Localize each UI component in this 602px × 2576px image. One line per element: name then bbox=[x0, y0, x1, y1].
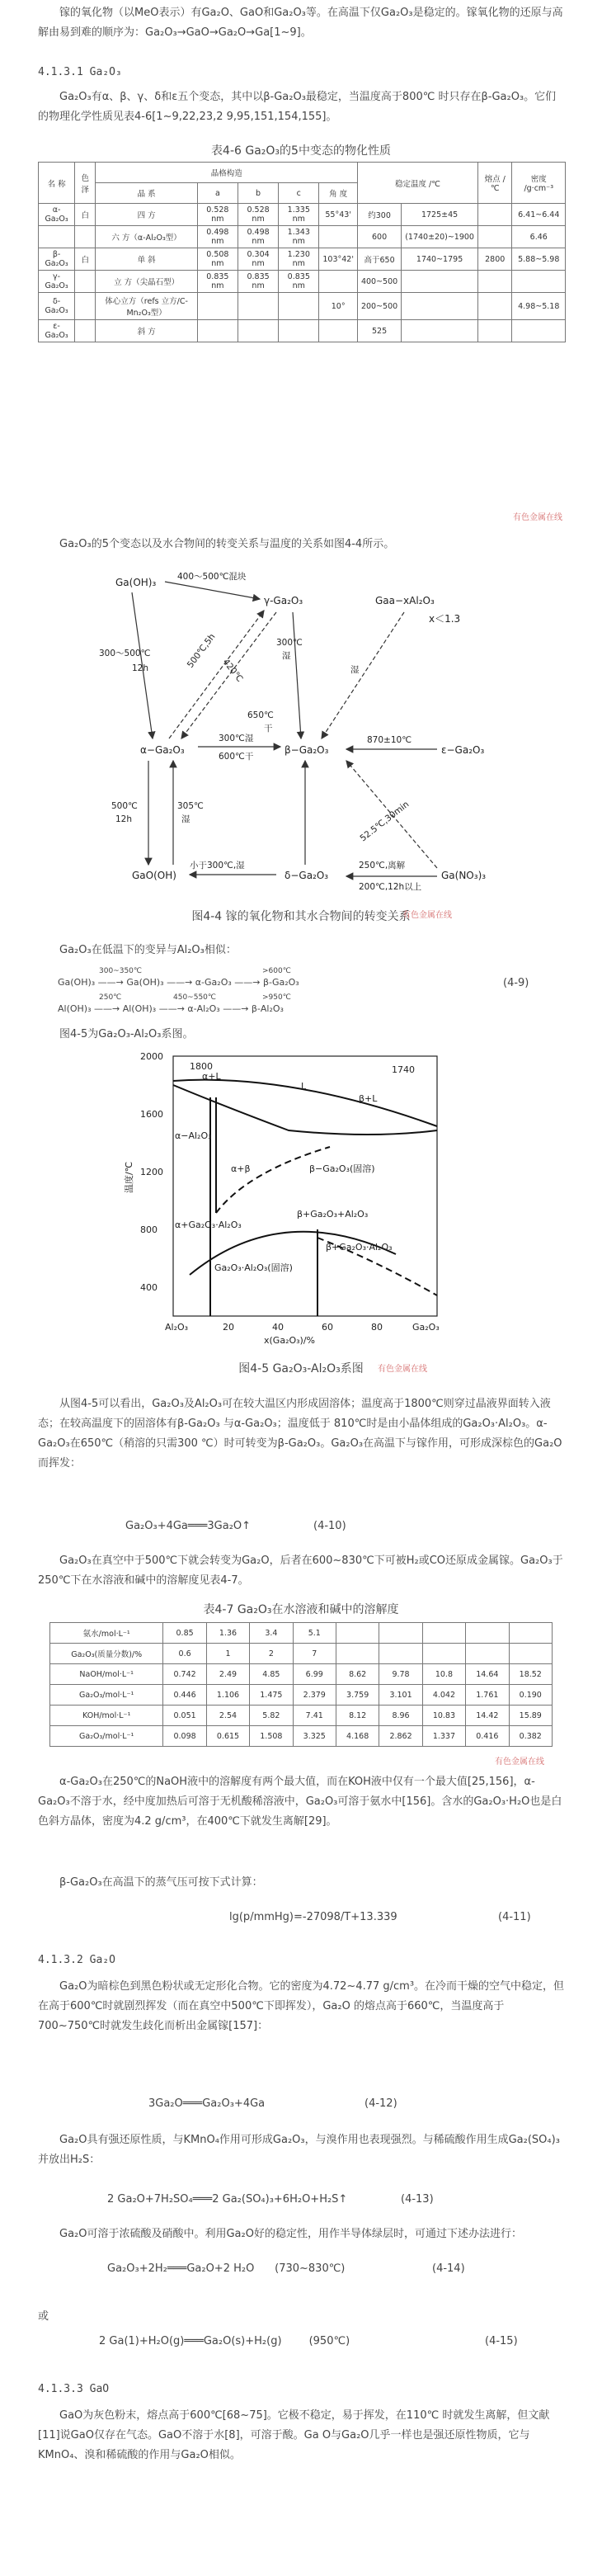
table-4-7-caption: 表4-7 Ga₂O₃在水溶液和碱中的溶解度 bbox=[203, 1603, 399, 1616]
table-row bbox=[50, 1644, 553, 1664]
fig44-label: 300～500℃ bbox=[99, 649, 151, 658]
cell: 8.12 bbox=[336, 1706, 379, 1726]
cell: 1.508 bbox=[250, 1726, 293, 1747]
cell: 55°43' bbox=[319, 204, 358, 226]
cell: 0.098 bbox=[163, 1726, 206, 1747]
cell: 0.85 bbox=[163, 1623, 206, 1644]
temp-label: 1800 bbox=[190, 1061, 213, 1072]
fig44-label: 干 bbox=[264, 724, 273, 734]
cell: 0.835 nm bbox=[238, 271, 278, 293]
cell: 5.1 bbox=[293, 1623, 336, 1644]
th-color: 色泽 bbox=[75, 163, 96, 204]
cell: 0.615 bbox=[206, 1726, 249, 1747]
cell bbox=[477, 271, 512, 293]
eq-4-15: 2 Ga(1)+H₂O(g)═══Ga₂O(s)+H₂(g) (950℃) bbox=[99, 2335, 350, 2347]
region-label: Ga₂O₃·Al₂O₃(固溶) bbox=[214, 1262, 293, 1273]
cell: 7 bbox=[293, 1644, 336, 1664]
cell: 1.343 nm bbox=[279, 226, 319, 248]
cell: 高于650 bbox=[357, 248, 401, 271]
cell: 3.759 bbox=[336, 1685, 379, 1706]
eq-4-11: lg(p/mmHg)=-27098/T+13.339 bbox=[229, 1911, 397, 1923]
cell: 2.862 bbox=[379, 1726, 422, 1747]
cell: 0.382 bbox=[509, 1726, 552, 1747]
cell bbox=[336, 1623, 379, 1644]
cell bbox=[466, 1623, 509, 1644]
cell: 14.64 bbox=[466, 1664, 509, 1685]
plot-frame bbox=[173, 1056, 437, 1316]
node-beta: β−Ga₂O₃ bbox=[285, 744, 329, 756]
node-alpha: α−Ga₂O₃ bbox=[140, 744, 185, 756]
eq-4-14-number: (4-14) bbox=[432, 2262, 465, 2275]
cell: 1.337 bbox=[422, 1726, 465, 1747]
fig44-label: 870±10℃ bbox=[367, 735, 412, 745]
watermark: 有色金属在线 bbox=[378, 1365, 427, 1374]
x-tick: 80 bbox=[371, 1322, 383, 1333]
cell: γ-Ga₂O₃ bbox=[39, 271, 75, 293]
cell: 14.42 bbox=[466, 1706, 509, 1726]
fig44-label: 12h bbox=[115, 814, 133, 824]
cell: 400~500 bbox=[357, 271, 401, 293]
cell: 1.106 bbox=[206, 1685, 249, 1706]
cell bbox=[319, 271, 358, 293]
watermark: 有色金属在线 bbox=[513, 513, 562, 522]
cell: 7.41 bbox=[293, 1706, 336, 1726]
eq-4-12-number: (4-12) bbox=[364, 2097, 397, 2110]
cell bbox=[466, 1644, 509, 1664]
cell: 2.379 bbox=[293, 1685, 336, 1706]
cell: 18.52 bbox=[509, 1664, 552, 1685]
cell bbox=[512, 271, 566, 293]
cell: 单 斜 bbox=[96, 248, 197, 271]
th-melt: 熔点 /℃ bbox=[477, 163, 512, 204]
cell bbox=[39, 226, 75, 248]
table-row bbox=[50, 1664, 553, 1685]
cell: 6.46 bbox=[512, 226, 566, 248]
cell: 六 方（α-Al₂O₃型） bbox=[96, 226, 197, 248]
table-row bbox=[39, 226, 566, 248]
eq-4-9-cond2a: 250℃ bbox=[99, 993, 122, 1002]
cell: 1.475 bbox=[250, 1685, 293, 1706]
fig44-label: 200℃,12h以上 bbox=[359, 882, 422, 892]
fig44-label: 湿 bbox=[181, 814, 190, 824]
fig44-label: 500℃,5h bbox=[185, 631, 218, 670]
after-fig45-paragraph: 从图4-5可以看出，Ga₂O₃及Al₂O₃可在较大温区内形成固溶体；温度高于1800℃则穿过晶液界面转入液态；在较高温度下的固溶体有β-Ga₂O₃ 与α-Ga₂O₃；温度低于 810℃时是由小晶体组成的Ga₂O₃·Al₂O₃。α-Ga₂O₃在650℃（稍溶的只需300 ℃）时可转变为β-Ga₂O₃。Ga₂O₃在高温下与镓作用，可形成深棕色的Ga₂O而挥发： bbox=[38, 1398, 562, 1470]
cell: 6.99 bbox=[293, 1664, 336, 1685]
cell bbox=[75, 293, 96, 320]
fig44-label: 300℃湿 bbox=[219, 734, 254, 743]
eq-4-9-line1: Ga(OH)₃ ——→ Ga(OH)₃ ——→ α-Ga₂O₃ ——→ β-Ga₂O₃ bbox=[58, 977, 299, 988]
cell: 0.446 bbox=[163, 1685, 206, 1706]
cell bbox=[197, 293, 238, 320]
cell bbox=[402, 293, 478, 320]
cell: 600 bbox=[357, 226, 401, 248]
cell bbox=[279, 320, 319, 342]
arrow-gaa-beta bbox=[322, 612, 404, 738]
cell: 3.325 bbox=[293, 1726, 336, 1747]
cell: 1.230 nm bbox=[279, 248, 319, 271]
cell bbox=[477, 320, 512, 342]
similarity-paragraph: Ga₂O₃在低温下的变异与Al₂O₃相似： bbox=[59, 944, 237, 956]
fig44-label: 湿 bbox=[282, 651, 291, 661]
table-row bbox=[39, 271, 566, 293]
cell bbox=[402, 320, 478, 342]
beta-dashed bbox=[216, 1147, 330, 1213]
cell: 4.042 bbox=[422, 1685, 465, 1706]
section-heading-ga2o: 4.1.3.2 Ga₂O bbox=[38, 1954, 115, 1966]
fig45-intro: 图4-5为Ga₂O₃-Al₂O₃系图。 bbox=[59, 1028, 194, 1040]
fig44-label: 420℃ bbox=[220, 657, 245, 684]
cell bbox=[422, 1623, 465, 1644]
cell: 立 方（尖晶石型） bbox=[96, 271, 197, 293]
cell: 103°42' bbox=[319, 248, 358, 271]
cell bbox=[279, 293, 319, 320]
fig44-label: 500℃ bbox=[111, 801, 138, 811]
after-eq410-paragraph: Ga₂O₃在真空中于500℃下就会转变为Ga₂O，后者在600~830℃下可被H₂或CO还原成金属镓。Ga₂O₃于250℃下在水溶液和碱中的溶解度见表4-7。 bbox=[38, 1555, 563, 1587]
cell bbox=[319, 320, 358, 342]
node-gamma: γ-Ga₂O₃ bbox=[264, 595, 303, 606]
fig44-label: 250℃,离解 bbox=[359, 861, 406, 870]
eq-4-10-number: (4-10) bbox=[313, 1520, 346, 1532]
cell: 8.62 bbox=[336, 1664, 379, 1685]
eq-4-10: Ga₂O₃+4Ga═══3Ga₂O↑ bbox=[125, 1520, 252, 1532]
cell bbox=[402, 271, 478, 293]
cell: 0.190 bbox=[509, 1685, 552, 1706]
eq-4-9-cond1b: >600℃ bbox=[262, 967, 291, 975]
cell: 1.335 nm bbox=[279, 204, 319, 226]
region-label: α−Al₂O₃ bbox=[175, 1130, 212, 1141]
cell bbox=[336, 1644, 379, 1664]
cell bbox=[512, 320, 566, 342]
y-axis-label: 温度/℃ bbox=[124, 1161, 134, 1193]
th-crystal: 晶格构造 bbox=[96, 163, 358, 183]
node-gaoh3: Ga(OH)₃ bbox=[115, 577, 157, 588]
cell: 15.89 bbox=[509, 1706, 552, 1726]
figure-4-5 bbox=[124, 1048, 470, 1345]
cell bbox=[75, 271, 96, 293]
cell: Ga₂O₃/mol·L⁻¹ bbox=[50, 1685, 163, 1706]
cell: 0.528 nm bbox=[197, 204, 238, 226]
eq-4-13: 2 Ga₂O+7H₂SO₄═══2 Ga₂(SO₄)₃+6H₂O+H₂S↑ bbox=[107, 2193, 348, 2206]
after-table47-paragraph: α-Ga₂O₃在250℃的NaOH液中的溶解度有两个最大值，而在KOH液中仅有一个最大值[25,156]，α-Ga₂O₃不溶于水，经中度加热后可溶于无机酸稀溶液中，Ga₂O₃可溶于氨水中[156]。含水的Ga₂O₃·H₂O也是白色斜方晶体，密度为4.2 g/cm³，在400℃下就发生离解[29]。 bbox=[38, 1776, 562, 1828]
cell bbox=[379, 1644, 422, 1664]
cell: (1740±20)~1900 bbox=[402, 226, 478, 248]
cell bbox=[319, 226, 358, 248]
cell: 1.36 bbox=[206, 1623, 249, 1644]
cell bbox=[477, 226, 512, 248]
th-name: 名 称 bbox=[39, 163, 75, 204]
th-density: 密度 /g·cm⁻³ bbox=[512, 163, 566, 204]
cell: Ga₂O₃/mol·L⁻¹ bbox=[50, 1726, 163, 1747]
cell: 2.54 bbox=[206, 1706, 249, 1726]
eq-4-12: 3Ga₂O═══Ga₂O₃+4Ga bbox=[148, 2097, 266, 2110]
fig44-label: 300℃ bbox=[276, 638, 303, 648]
cell: 氨水/mol·L⁻¹ bbox=[50, 1623, 163, 1644]
cell: 3.4 bbox=[250, 1623, 293, 1644]
cell bbox=[238, 293, 278, 320]
x-tick: 40 bbox=[272, 1322, 284, 1333]
cell: 200~500 bbox=[357, 293, 401, 320]
region-label: α+β bbox=[231, 1163, 251, 1174]
cell: 体心立方（refs 立方/C-Mn₂O₃型） bbox=[96, 293, 197, 320]
vapor-paragraph: β-Ga₂O₃在高温下的蒸气压可按下式计算： bbox=[59, 1876, 263, 1889]
cell: 约300 bbox=[357, 204, 401, 226]
region-label: α+L bbox=[202, 1071, 221, 1082]
region-label: β+Ga₂O₃+Al₂O₃ bbox=[297, 1209, 369, 1220]
y-tick: 800 bbox=[140, 1224, 158, 1235]
cell: 斜 方 bbox=[96, 320, 197, 342]
cell: 0.835 nm bbox=[279, 271, 319, 293]
cell: 四 方 bbox=[96, 204, 197, 226]
section-ga2o3-paragraph: Ga₂O₃有α、β、γ、δ和ε五个变态，其中以β-Ga₂O₃最稳定，当温度高于800℃ 时只存在β-Ga₂O₃。它们的物理化学性质见表4-6[1~9,22,23,2 9,95,151,154,155]。 bbox=[38, 91, 557, 123]
region-label: β−Ga₂O₃(固溶) bbox=[309, 1163, 375, 1174]
x-tick: Al₂O₃ bbox=[165, 1322, 189, 1333]
cell: ε-Ga₂O₃ bbox=[39, 320, 75, 342]
cell: 4.98~5.18 bbox=[512, 293, 566, 320]
fig44-label: 400～500℃混块 bbox=[177, 572, 247, 582]
section-heading-gao: 4.1.3.3 GaO bbox=[38, 2383, 110, 2395]
x-axis-label: x(Ga₂O₃)/% bbox=[264, 1335, 315, 1345]
cell: 0.528 nm bbox=[238, 204, 278, 226]
cell bbox=[509, 1623, 552, 1644]
table-row bbox=[39, 320, 566, 342]
table-row bbox=[50, 1726, 553, 1747]
th-stable: 稳定温度 /℃ bbox=[357, 163, 477, 204]
th-c: c bbox=[279, 183, 319, 204]
cell: NaOH/mol·L⁻¹ bbox=[50, 1664, 163, 1685]
cell: Ga₂O₃(质量分数)/% bbox=[50, 1644, 163, 1664]
cell: 6.41~6.44 bbox=[512, 204, 566, 226]
cell bbox=[477, 204, 512, 226]
cell: 0.508 nm bbox=[197, 248, 238, 271]
cell bbox=[238, 320, 278, 342]
cell bbox=[75, 320, 96, 342]
table-4-6 bbox=[38, 162, 566, 342]
section-ga2o-paragraph: Ga₂O为暗棕色到黑色粉状或无定形化合物。它的密度为4.72~4.77 g/cm³。在冷而干燥的空气中稳定，但在高于600℃时就剧烈挥发（而在真空中500℃下即挥发），Ga₂O 的熔点高于660℃，当温度高于700~750℃时就发生歧化而析出金属镓[157]： bbox=[38, 1980, 565, 2032]
eq-4-9-number: (4-9) bbox=[503, 977, 529, 989]
cell: 0.416 bbox=[466, 1726, 509, 1747]
figure-4-4 bbox=[99, 569, 503, 895]
section-gao-paragraph: GaO为灰色粉末，熔点高于600℃[68~75]。它极不稳定，易于挥发，在110℃ 时就发生离解，但文献[11]说GaO仅存在气态。GaO不溶于水[8]，可溶于酸。Ga O与Ga₂O几乎一样也是强还原性物质，它与KMnO₄、溴和稀硫酸的作用与Ga₂O相似。 bbox=[38, 2409, 550, 2461]
cell: α-Ga₂O₃ bbox=[39, 204, 75, 226]
table-4-7 bbox=[49, 1622, 553, 1747]
eq-4-9-cond1a: 300~350℃ bbox=[99, 967, 143, 975]
cell bbox=[197, 320, 238, 342]
cell: KOH/mol·L⁻¹ bbox=[50, 1706, 163, 1726]
region-label: β+L bbox=[359, 1093, 378, 1104]
cell: 3.101 bbox=[379, 1685, 422, 1706]
y-tick: 400 bbox=[140, 1282, 158, 1293]
cell: 0.498 nm bbox=[238, 226, 278, 248]
cell bbox=[379, 1623, 422, 1644]
region-label: L bbox=[301, 1081, 307, 1092]
table-4-6-caption: 表4-6 Ga₂O₃的5中变态的物化性质 bbox=[211, 144, 391, 158]
node-eps: ε−Ga₂O₃ bbox=[441, 744, 485, 756]
th-b: b bbox=[238, 183, 278, 204]
ga2o-reduction-paragraph: Ga₂O具有强还原性质，与KMnO₄作用可形成Ga₂O₃，与溴作用也表现强烈。与稀硫酸作用生成Ga₂(SO₄)₃并放出H₂S： bbox=[38, 2134, 560, 2166]
fig44-label: 12h bbox=[132, 663, 149, 673]
cell: 5.88~5.98 bbox=[512, 248, 566, 271]
figure-4-4-caption: 图4-4 镓的氧化物和其水合物间的转变关系 bbox=[191, 910, 411, 923]
th-a: a bbox=[197, 183, 238, 204]
figure-4-5-caption: 图4-5 Ga₂O₃-Al₂O₃系图 bbox=[238, 1362, 364, 1375]
table-row bbox=[39, 248, 566, 271]
cell: 10.8 bbox=[422, 1664, 465, 1685]
cell bbox=[422, 1644, 465, 1664]
cell: 2 bbox=[250, 1644, 293, 1664]
eq-4-9-cond2c: >950℃ bbox=[262, 993, 291, 1002]
cell: 白 bbox=[75, 204, 96, 226]
th-angle: 角 度 bbox=[319, 183, 358, 204]
eq-4-9-cond2b: 450~550℃ bbox=[173, 993, 217, 1002]
cell: 0.498 nm bbox=[197, 226, 238, 248]
x-tick: 60 bbox=[322, 1322, 333, 1333]
arrow-gamma-beta bbox=[293, 612, 301, 738]
cell: β-Ga₂O₃ bbox=[39, 248, 75, 271]
cell bbox=[509, 1644, 552, 1664]
section-heading-ga2o3: 4.1.3.1 Ga₂O₃ bbox=[38, 66, 122, 78]
cell: 2800 bbox=[477, 248, 512, 271]
cell: 1.761 bbox=[466, 1685, 509, 1706]
watermark: 有色金属在线 bbox=[402, 911, 452, 920]
or-text: 或 bbox=[38, 2310, 49, 2323]
cell: 0.6 bbox=[163, 1644, 206, 1664]
fig44-intro: Ga₂O₃的5个变态以及水合物间的转变关系与温度的关系如图4-4所示。 bbox=[59, 538, 395, 550]
cell: 0.835 nm bbox=[197, 271, 238, 293]
x-tick: Ga₂O₃ bbox=[412, 1322, 440, 1333]
cell: 4.168 bbox=[336, 1726, 379, 1747]
y-tick: 1200 bbox=[140, 1167, 163, 1177]
arrow-gaoh3-gamma bbox=[165, 582, 260, 599]
cell: 10.83 bbox=[422, 1706, 465, 1726]
node-gano3: Ga(NO₃)₃ bbox=[441, 870, 487, 881]
fig44-label: 600℃干 bbox=[219, 752, 254, 762]
table-row bbox=[50, 1623, 553, 1644]
cell: 0.304 nm bbox=[238, 248, 278, 271]
intro-paragraph: 镓的氧化物（以MeO表示）有Ga₂O、GaO和Ga₂O₃等。在高温下仅Ga₂O₃是稳定的。镓氧化物的还原与高解由易到难的顺序为：Ga₂O₃→GaO→Ga₂O→Ga[1~9]。 bbox=[38, 7, 563, 39]
cell: 1725±45 bbox=[402, 204, 478, 226]
cell: 1 bbox=[206, 1644, 249, 1664]
fig44-label: 湿 bbox=[350, 665, 360, 675]
ga2o-semiconductor-paragraph: Ga₂O可溶于浓硫酸及硝酸中。利用Ga₂O好的稳定性，用作半导体绿层时，可通过下述办法进行： bbox=[59, 2228, 522, 2240]
eq-4-15-number: (4-15) bbox=[485, 2335, 518, 2347]
cell bbox=[75, 226, 96, 248]
node-gaa: Gaa−xAl₂O₃ bbox=[375, 595, 435, 606]
y-tick: 2000 bbox=[140, 1051, 163, 1062]
region-label: α+Ga₂O₃·Al₂O₃ bbox=[175, 1220, 242, 1230]
cell: 0.051 bbox=[163, 1706, 206, 1726]
node-x: x＜1.3 bbox=[429, 613, 461, 625]
table-row bbox=[50, 1685, 553, 1706]
eq-4-9-line2: Al(OH)₃ ——→ Al(OH)₃ ——→ α-Al₂O₃ ——→ β-Al₂O₃ bbox=[58, 1003, 284, 1014]
cell: 2.49 bbox=[206, 1664, 249, 1685]
eq-4-14: Ga₂O₃+2H₂═══Ga₂O+2 H₂O (730~830℃) bbox=[107, 2262, 346, 2275]
temp-label: 1740 bbox=[392, 1064, 415, 1075]
cell: 8.96 bbox=[379, 1706, 422, 1726]
eq-4-11-number: (4-11) bbox=[498, 1911, 531, 1923]
cell: 5.82 bbox=[250, 1706, 293, 1726]
fig44-label: 650℃ bbox=[247, 710, 274, 720]
eq-4-13-number: (4-13) bbox=[401, 2193, 434, 2206]
region-label: β+Ga₂O₃·Al₂O₃ bbox=[326, 1242, 393, 1253]
cell: 525 bbox=[357, 320, 401, 342]
table-row bbox=[39, 293, 566, 320]
fig44-label: 小于300℃,湿 bbox=[190, 861, 245, 870]
cell: 10° bbox=[319, 293, 358, 320]
cell: δ-Ga₂O₃ bbox=[39, 293, 75, 320]
cell: 9.78 bbox=[379, 1664, 422, 1685]
cell: 0.742 bbox=[163, 1664, 206, 1685]
cell bbox=[477, 293, 512, 320]
node-delta: δ−Ga₂O₃ bbox=[285, 870, 329, 881]
cell: 4.85 bbox=[250, 1664, 293, 1685]
node-gaooh: GaO(OH) bbox=[132, 870, 176, 881]
fig44-label: 305℃ bbox=[177, 801, 204, 811]
table-row bbox=[50, 1706, 553, 1726]
th-system: 晶 系 bbox=[96, 183, 197, 204]
solidus-curve bbox=[173, 1085, 437, 1135]
fig44-label: 52.5℃,30min bbox=[358, 799, 412, 844]
y-tick: 1600 bbox=[140, 1109, 163, 1120]
watermark: 有色金属在线 bbox=[495, 1757, 544, 1767]
table-row bbox=[39, 204, 566, 226]
x-tick: 20 bbox=[223, 1322, 234, 1333]
cell: 1740~1795 bbox=[402, 248, 478, 271]
cell: 白 bbox=[75, 248, 96, 271]
